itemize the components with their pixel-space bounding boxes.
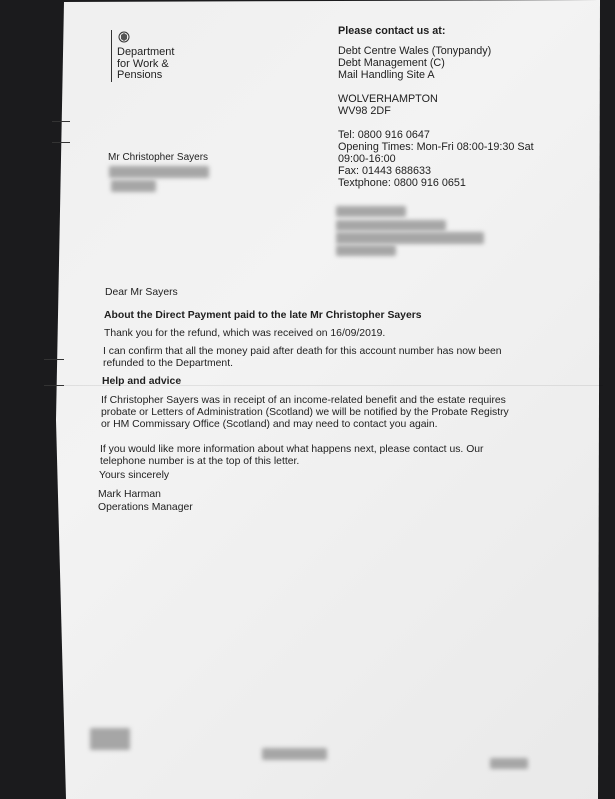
- redacted-reference: [336, 206, 406, 217]
- signatory-name: Mark Harman: [98, 489, 161, 500]
- signatory-title: Operations Manager: [98, 502, 193, 513]
- redacted-reference: [336, 220, 446, 231]
- address-city: WOLVERHAMPTON: [338, 93, 438, 105]
- redacted-footer: [90, 728, 130, 750]
- address-line: Mail Handling Site A: [338, 69, 435, 81]
- department-line: Pensions: [117, 69, 163, 81]
- opening-times: 09:00-16:00: [338, 153, 396, 165]
- contact-heading: Please contact us at:: [338, 25, 446, 37]
- benefit-paragraph: [101, 395, 509, 432]
- contact-tel: Tel: 0800 916 0647: [338, 129, 430, 141]
- salutation: Dear Mr Sayers: [105, 287, 178, 298]
- department-line: for Work &: [117, 57, 169, 70]
- paragraph-line: If you would like more information about what happens next, please contact us. Our: [100, 444, 484, 455]
- redacted-address: [109, 166, 209, 178]
- closing: Yours sincerely: [99, 470, 170, 481]
- recipient-name: Mr Christopher Sayers: [108, 152, 209, 163]
- paragraph-line: If Christopher Sayers was in receipt of an income-related benefit and the estate requires: [101, 395, 506, 406]
- address-postcode: WV98 2DF: [338, 105, 391, 117]
- fold-mark: [44, 359, 64, 360]
- fold-mark: [52, 121, 70, 122]
- fold-mark: [52, 142, 70, 143]
- redacted-footer: [262, 748, 327, 760]
- department-line: Department: [117, 46, 175, 58]
- crest-icon: [117, 30, 131, 44]
- contact-textphone: Textphone: 0800 916 0651: [338, 177, 466, 189]
- paragraph-line: probate or Letters of Administration (Scotland) we will be notified by the Probate Registry: [101, 407, 509, 419]
- contact-block: [338, 25, 534, 189]
- address-line: Debt Centre Wales (Tonypandy): [338, 45, 492, 57]
- address-line: Debt Management (C): [338, 57, 445, 69]
- opening-times: Opening Times: Mon-Fri 08:00-19:30 Sat: [338, 141, 534, 153]
- paragraph-line: or HM Commissary Office (Scotland) and may need to contact you again.: [101, 419, 438, 431]
- subject-line: About the Direct Payment paid to the late Mr Christopher Sayers: [104, 310, 422, 321]
- paragraph-line: telephone number is at the top of this letter.: [100, 456, 300, 468]
- dwp-logo: [111, 30, 237, 82]
- paragraph-line: refunded to the Department.: [103, 358, 233, 370]
- paragraph-line: I can confirm that all the money paid after death for this account number has now been: [103, 346, 502, 357]
- refund-paragraph: Thank you for the refund, which was received on 16/09/2019.: [104, 328, 386, 339]
- fold-mark: [44, 385, 64, 386]
- help-heading: Help and advice: [102, 376, 182, 387]
- redacted-address: [111, 180, 156, 192]
- redacted-footer: [490, 758, 528, 769]
- more-info-paragraph: [100, 444, 484, 468]
- confirmation-paragraph: [103, 346, 502, 370]
- redacted-reference: [336, 232, 484, 244]
- contact-fax: Fax: 01443 688633: [338, 165, 432, 177]
- redacted-reference: [336, 245, 396, 256]
